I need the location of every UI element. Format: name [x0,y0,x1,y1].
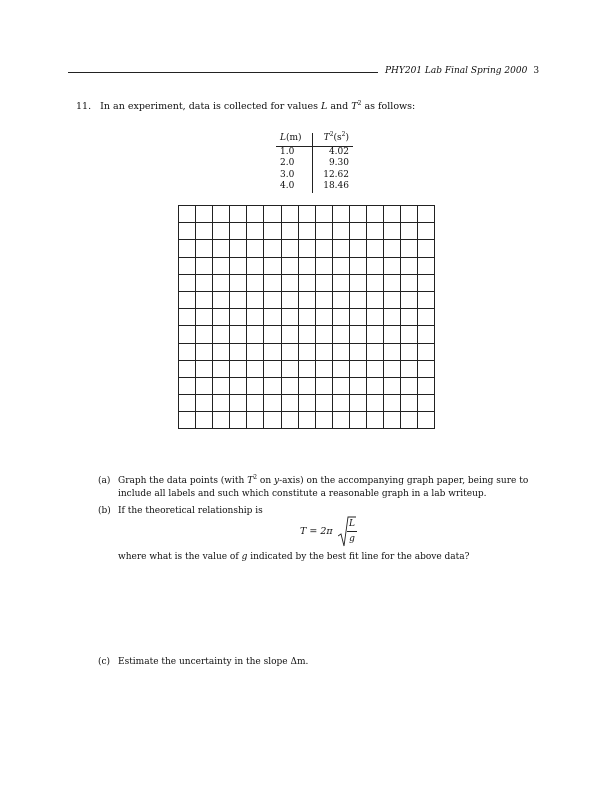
grid-cell [179,378,196,395]
grid-cell [264,275,281,292]
grid-cell [401,223,418,240]
table-row [276,158,353,170]
grid-cell [196,395,213,412]
grid-cell [350,309,367,326]
grid-row [179,206,435,223]
grid-cell [367,206,384,223]
grid-cell [213,309,230,326]
grid-cell [333,275,350,292]
grid-cell [367,344,384,361]
grid-cell [384,344,401,361]
grid-cell [179,412,196,429]
cell-L: 2.0 [276,158,313,170]
grid-cell [213,344,230,361]
grid-cell [247,326,264,343]
grid-cell [179,292,196,309]
grid-cell [418,258,435,275]
grid-cell [418,275,435,292]
formula-numerator: L [349,519,355,529]
grid-cell [179,395,196,412]
grid-cell [230,344,247,361]
grid-cell [213,240,230,257]
grid-cell [179,309,196,326]
grid-cell [418,395,435,412]
grid-row [179,344,435,361]
grid-cell [264,240,281,257]
grid-cell [418,292,435,309]
part-a-text: Graph the data points (with $T^2$ on y-axis) on the accompanying graph paper, being sure to include all labels and such which constitute a reasonable graph in a lab writeup. [118,474,529,499]
grid-cell [299,206,316,223]
grid-cell [384,326,401,343]
grid-cell [213,258,230,275]
grid-cell [418,378,435,395]
grid-cell [299,361,316,378]
grid-cell [367,378,384,395]
grid-cell [264,395,281,412]
grid-cell [213,206,230,223]
grid-cell [299,240,316,257]
grid-cell [179,344,196,361]
grid-cell [350,361,367,378]
grid-row [179,378,435,395]
grid-row [179,223,435,240]
grid-cell [247,292,264,309]
grid-cell [282,395,299,412]
grid-cell [282,275,299,292]
grid-cell [350,206,367,223]
grid-cell [316,309,333,326]
grid-cell [333,223,350,240]
grid-cell [333,240,350,257]
grid-cell [196,258,213,275]
grid-cell [247,378,264,395]
grid-row [179,395,435,412]
grid-cell [350,240,367,257]
grid-cell [350,223,367,240]
grid-cell [247,223,264,240]
grid-cell [418,240,435,257]
grid-cell [282,292,299,309]
grid-cell [367,223,384,240]
grid-cell [196,206,213,223]
question-stem [76,101,415,112]
grid-cell [316,275,333,292]
grid-row [179,326,435,343]
part-c-text: Estimate the uncertainty in the slope Δm. [118,657,309,667]
grid-cell [196,275,213,292]
grid-row [179,258,435,275]
grid-cell [247,344,264,361]
grid-cell [196,292,213,309]
grid-cell [196,412,213,429]
question-number: 11. [76,101,92,112]
grid-cell [401,395,418,412]
fraction-bar [347,531,357,532]
part-a-label: (a) [98,476,111,486]
grid-cell [247,309,264,326]
grid-cell [230,292,247,309]
grid-cell [384,258,401,275]
grid-cell [230,378,247,395]
grid-cell [333,378,350,395]
grid-cell [384,412,401,429]
grid-cell [316,223,333,240]
grid-cell [367,326,384,343]
grid-cell [179,223,196,240]
grid-cell [384,309,401,326]
grid-cell [196,378,213,395]
grid-cell [179,240,196,257]
grid-cell [384,240,401,257]
formula-denominator: g [349,534,355,544]
grid-cell [418,206,435,223]
grid-cell [401,361,418,378]
grid-cell [367,240,384,257]
grid-cell [282,361,299,378]
grid-cell [299,309,316,326]
graph-paper [178,205,435,429]
grid-cell [196,344,213,361]
grid-cell [264,326,281,343]
grid-cell [333,206,350,223]
grid-cell [316,395,333,412]
grid-cell [213,326,230,343]
grid-cell [213,275,230,292]
running-head-title: PHY201 Lab Final Spring 2000 [385,66,528,76]
grid-cell [299,378,316,395]
part-b-label: (b) [98,506,111,516]
grid-cell [264,223,281,240]
grid-cell [179,258,196,275]
grid-row [179,309,435,326]
grid-cell [196,326,213,343]
grid-cell [196,240,213,257]
grid-row [179,412,435,429]
grid-cell [367,292,384,309]
grid-cell [401,206,418,223]
grid-cell [230,206,247,223]
grid-row [179,275,435,292]
grid-cell [299,395,316,412]
table-row [276,181,353,193]
grid-cell [264,412,281,429]
running-head [385,66,539,76]
grid-cell [384,292,401,309]
col-header-L: L(m) [276,133,313,146]
grid-cell [418,326,435,343]
grid-cell [401,258,418,275]
grid-cell [299,326,316,343]
page-number: 3 [533,66,540,76]
grid-cell [401,378,418,395]
grid-cell [282,412,299,429]
grid-cell [401,412,418,429]
grid-cell [230,412,247,429]
cell-L: 4.0 [276,181,313,193]
grid-cell [179,206,196,223]
grid-cell [316,206,333,223]
grid-cell [247,412,264,429]
grid-cell [333,292,350,309]
grid-cell [247,275,264,292]
grid-cell [367,309,384,326]
table-row [276,170,353,182]
grid-cell [333,361,350,378]
grid-cell [316,326,333,343]
grid-cell [384,275,401,292]
grid-cell [316,292,333,309]
stem-text-1: In an experiment, data is collected for values [100,101,318,112]
grid-cell [418,412,435,429]
grid-cell [316,258,333,275]
grid-cell [213,292,230,309]
grid-cell [230,223,247,240]
grid-cell [230,275,247,292]
grid-cell [230,309,247,326]
grid-cell [264,309,281,326]
grid-cell [264,361,281,378]
grid-cell [333,326,350,343]
part-b-question: where what is the value of g indicated by the best fit line for the above data? [118,552,470,562]
grid-cell [401,292,418,309]
grid-cell [213,223,230,240]
formula-fraction [347,518,357,545]
grid-cell [367,275,384,292]
grid-cell [401,309,418,326]
grid-cell [179,275,196,292]
grid-cell [264,292,281,309]
grid-cell [401,344,418,361]
grid-cell [350,292,367,309]
grid-cell [282,309,299,326]
grid-cell [316,344,333,361]
header-rule [68,72,378,73]
grid-cell [299,292,316,309]
grid-cell [333,344,350,361]
grid-cell [333,258,350,275]
grid-cell [333,309,350,326]
grid-cell [282,344,299,361]
grid-cell [299,412,316,429]
grid-cell [350,275,367,292]
grid-cell [299,223,316,240]
grid-row [179,292,435,309]
cell-L: 1.0 [276,146,313,158]
grid-cell [384,223,401,240]
grid-cell [247,258,264,275]
grid-cell [196,361,213,378]
cell-T2: 4.02 [328,146,349,157]
cell-L: 3.0 [276,170,313,182]
grid-cell [179,361,196,378]
grid-cell [213,412,230,429]
grid-cell [316,378,333,395]
part-b-text: If the theoretical relationship is [118,506,263,516]
grid-cell [213,378,230,395]
grid-cell [350,395,367,412]
grid-cell [196,309,213,326]
grid-cell [299,258,316,275]
grid-cell [282,223,299,240]
part-c-label: (c) [98,657,111,667]
stem-and: and [330,101,349,112]
grid-cell [384,395,401,412]
col-header-T2: $T^2(s^2)$ [313,133,354,146]
grid-cell [384,378,401,395]
grid-cell [247,361,264,378]
grid-cell [230,361,247,378]
cell-T2: 12.62 [323,169,349,180]
grid-cell [401,240,418,257]
grid-cell [350,344,367,361]
grid-row [179,361,435,378]
grid-cell [333,412,350,429]
grid-cell [418,361,435,378]
grid-cell [264,258,281,275]
table-row [276,146,353,158]
grid-cell [247,206,264,223]
grid-cell [247,395,264,412]
grid-cell [384,361,401,378]
grid-cell [299,275,316,292]
grid-cell [179,326,196,343]
grid-cell [282,258,299,275]
table-header-row [276,133,353,146]
grid-cell [247,240,264,257]
data-table [276,133,353,193]
grid-cell [350,412,367,429]
grid-cell [230,326,247,343]
grid-cell [316,361,333,378]
grid-cell [316,240,333,257]
grid-cell [367,395,384,412]
grid-cell [213,395,230,412]
grid-cell [401,326,418,343]
grid-cell [350,258,367,275]
cell-T2: 18.46 [323,181,349,191]
grid-cell [367,361,384,378]
grid-cell [282,240,299,257]
grid-cell [367,412,384,429]
grid-cell [264,378,281,395]
grid-row [179,240,435,257]
grid-cell [401,275,418,292]
grid-cell [230,240,247,257]
grid-cell [333,395,350,412]
grid-cell [282,326,299,343]
grid-cell [264,206,281,223]
grid-cell [213,361,230,378]
grid-cell [282,206,299,223]
stem-exp-T: 2 [357,100,362,107]
stem-var-L: L [321,101,328,112]
grid-cell [299,344,316,361]
grid-cell [264,344,281,361]
grid-cell [282,378,299,395]
stem-text-end: as follows: [364,101,416,112]
grid-cell [350,378,367,395]
grid-cell [367,258,384,275]
cell-T2: 9.30 [328,158,349,168]
grid-cell [196,223,213,240]
grid-cell [418,223,435,240]
formula-lhs: T = 2π [300,526,333,537]
grid-cell [418,309,435,326]
grid-cell [230,258,247,275]
grid-cell [384,206,401,223]
grid-cell [230,395,247,412]
grid-cell [316,412,333,429]
stem-var-T: T [351,101,358,112]
grid-cell [418,344,435,361]
grid-cell [350,326,367,343]
